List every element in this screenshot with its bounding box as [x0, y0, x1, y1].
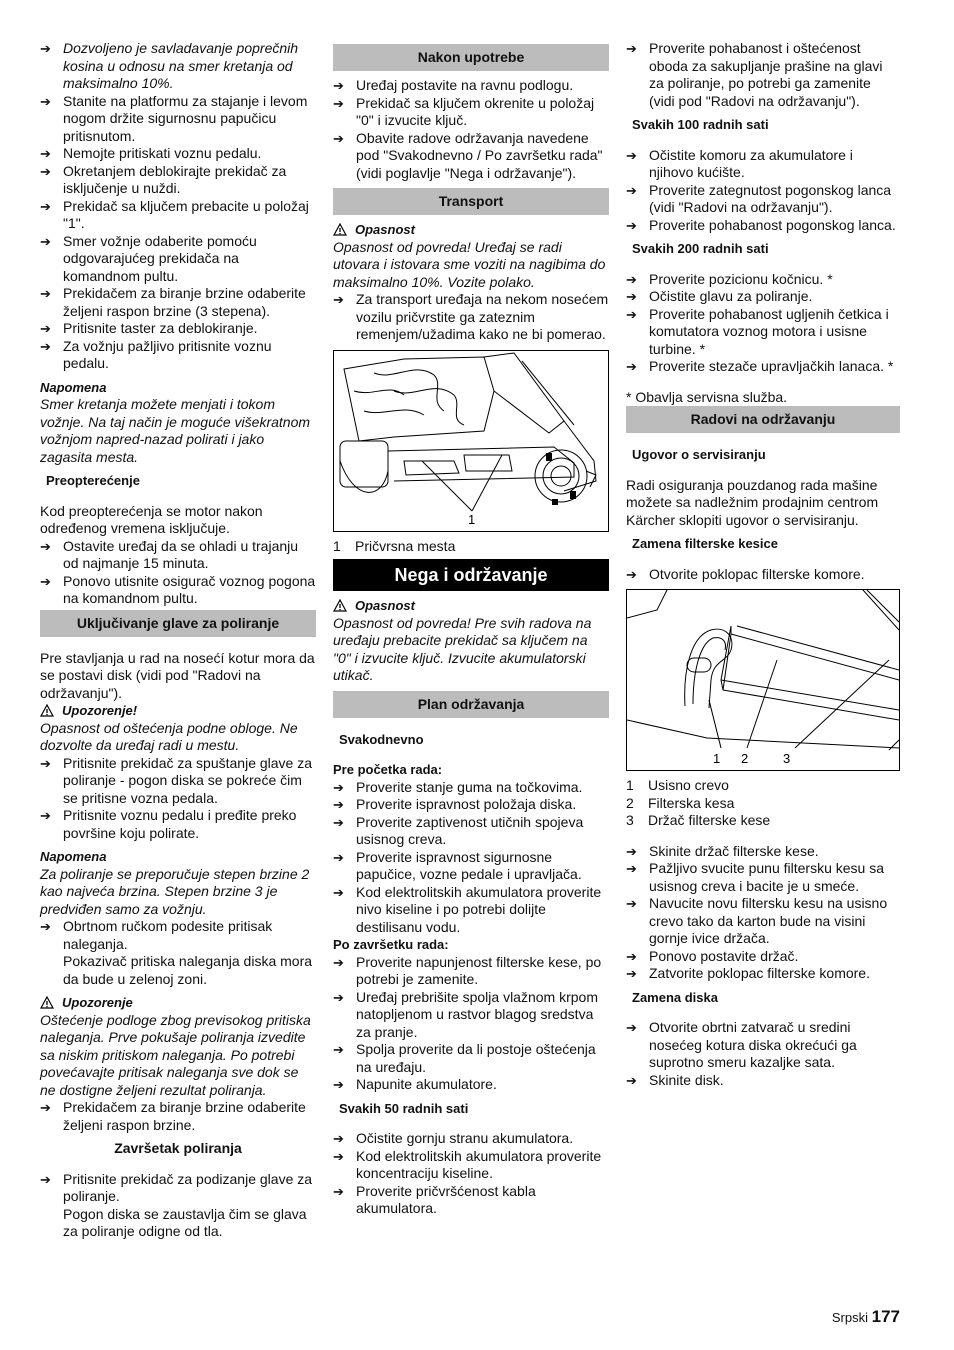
arrow-icon: ➔ [626, 861, 637, 876]
arrow-icon: ➔ [333, 1148, 344, 1164]
machine-transport-illustration [333, 350, 609, 532]
after-work-list [333, 954, 609, 1094]
figure-legend-item: 3 Držač filterske kese [626, 812, 771, 828]
arrow-icon: ➔ [626, 182, 637, 198]
arrow-icon: ➔ [333, 954, 344, 970]
arrow-icon: ➔ [40, 1171, 51, 1187]
polish-intro: Pre stavljanja u rad na nosećí kotur mora da se postavi disk (vidi pod "Radovi na održavanju"). [40, 649, 315, 701]
list-item: ➔ Pažljivo svucite punu filtersku kesu sa usisnog creva i bacite je u smeće. [626, 860, 884, 894]
list-item: ➔ Kod elektrolitskih akumulatora proverite koncentraciju kiseline. [333, 1147, 602, 1181]
list-item: ➔ Zatvorite poklopac filterske komore. [626, 965, 870, 981]
list-item: ➔ Napunite akumulatore. [333, 1076, 497, 1092]
list-item: ➔ Očistite komoru za akumulatore i njihovo kućište. [626, 146, 853, 180]
disk-heading: Zamena diska [632, 989, 718, 1005]
arrow-icon: ➔ [40, 286, 51, 301]
list-item: ➔ Ponovo utisnite osigurač voznog pogona na komandnom pultu. [40, 572, 316, 606]
every-200-hours-list [626, 271, 900, 376]
filter-bag-illustration [626, 589, 900, 771]
arrow-icon: ➔ [626, 566, 637, 582]
list-item: ➔ Proverite pohabanost i oštećenost oboda za sakupljanje prašine na glavi za poliranje, po potrebi ga zamenite (vidi pod "Radovi na održavanju"). [626, 40, 883, 109]
arrow-icon: ➔ [333, 797, 344, 812]
list-item: ➔ Očistite glavu za poliranje. [626, 288, 813, 304]
list-item: ➔ Proverite pohabanost ugljenih četkica i komutatora voznog motora i usisne turbine. * [626, 305, 889, 357]
arrow-icon: ➔ [40, 338, 51, 354]
list-item: ➔ Proverite pozicionu kočnicu. * [626, 270, 833, 287]
arrow-icon: ➔ [626, 147, 637, 163]
overload-text: Kod preopterećenja se motor nakon određenog vremena isključuje. [40, 502, 263, 536]
overload-heading: Preopterećenje [46, 473, 140, 488]
figure-caption: 1 Pričvrsna mesta [333, 537, 456, 554]
disk-list [626, 1019, 900, 1089]
arrow-icon: ➔ [40, 321, 51, 336]
list-item: ➔ Okretanjem deblokirajte prekidač za isključenje u nuždi. [40, 162, 287, 196]
note-title: Napomena [40, 849, 107, 864]
list-item: ➔ Prekidač sa ključem okrenite u položaj "0" i izvucite ključ. [333, 94, 595, 128]
figure-callout: 2 [741, 751, 749, 766]
arrow-icon: ➔ [626, 217, 637, 233]
list-item: ➔ Skinite disk. [626, 1071, 724, 1088]
section-heading-after-use: Nakon upotrebe [333, 44, 609, 71]
warning-title: Upozorenje! [40, 702, 316, 720]
arrow-icon: ➔ [40, 1100, 51, 1115]
arrow-icon: ➔ [626, 306, 637, 322]
list-item: ➔ Skinite držač filterske kese. [626, 842, 819, 859]
arrow-icon: ➔ [626, 289, 637, 304]
list-item: ➔ Proverite stanje guma na točkovima. [333, 778, 583, 795]
arrow-icon: ➔ [626, 1072, 637, 1088]
list-item: ➔ Nemojte pritiskati voznu pedalu. [40, 145, 262, 161]
list-item: ➔ Pritisnite prekidač za podizanje glave za poliranje. [40, 1170, 313, 1204]
list-item: ➔ Pritisnite prekidač za spuštanje glave za poliranje - pogon diska se pokreće čim se pritisne vozna pedala. [40, 754, 313, 806]
filter-bag-heading: Zamena filterske kesice [632, 536, 778, 551]
arrow-icon: ➔ [40, 573, 51, 589]
danger-text: Opasnost od povreda! Uređaj se radi utovara i istovara sme voziti na nagibima do maksimalno 10%. Vozite polako. [333, 238, 606, 290]
warning-triangle-icon [333, 599, 347, 612]
note-text: Za poliranje se preporučuje stepen brzine 2 kao najveća brzina. Stepen brzine 3 je predviđen samo za vožnju. [40, 865, 310, 917]
arrow-icon: ➔ [333, 1077, 344, 1092]
before-work-list [333, 779, 609, 937]
list-item: ➔ Dozvoljeno je savladavanje poprečnih kosina u odnosu na smer kretanja od maksimalno 10%. [40, 40, 299, 91]
every-100-hours-list [626, 147, 900, 235]
column-left [40, 40, 316, 1241]
arrow-icon: ➔ [626, 896, 637, 911]
warning-title: Upozorenje [40, 994, 316, 1012]
arrow-icon: ➔ [333, 849, 344, 865]
list-item: ➔ Proverite ispravnost sigurnosne papučice, vozne pedale i upravljača. [333, 848, 582, 882]
filter-bag-list [626, 843, 900, 983]
arrow-icon: ➔ [333, 989, 344, 1005]
arrow-icon: ➔ [40, 93, 51, 109]
warning-triangle-icon [40, 996, 54, 1009]
arrow-icon: ➔ [626, 41, 637, 56]
every-50-hours-heading: Svakih 50 radnih sati [339, 1100, 469, 1116]
list-item: ➔ Pritisnite taster za deblokiranje. [40, 320, 258, 336]
page-number: 177 [871, 1307, 900, 1326]
warning-text: Opasnost od oštećenja podne obloge. Ne dozvolte da uređaj radi u mestu. [40, 719, 298, 753]
arrow-icon: ➔ [40, 538, 51, 554]
list-item: ➔ Proverite ispravnost položaja diska. [333, 796, 577, 812]
list-item: ➔ Navucite novu filtersku kesu na usisno crevo tako da karton bude na visini gornje ivice držača. [626, 895, 888, 946]
drive-instructions-list [40, 40, 316, 373]
figure-legend-item: 1 Usisno crevo [626, 777, 729, 793]
list-item: ➔ Otvorite poklopac filterske komore. [626, 565, 865, 582]
arrow-icon: ➔ [40, 808, 51, 823]
danger-title: Opasnost [333, 221, 609, 239]
danger-text: Opasnost od povreda! Pre svih radova na uređaju prebacite prekidač sa ključem na "0" i izvucite ključ. Izvucite akumulatorski utikač. [333, 614, 592, 683]
list-item: ➔ Pritisnite voznu pedalu i pređite preko površine koju polirate. [40, 807, 297, 841]
list-item: ➔ Proverite zategnutost pogonskog lanca (vidi "Radovi na održavanju"). [626, 181, 892, 215]
finish-extra: Pogon diska se zaustavlja čim se glava za poliranje odigne od tla. [63, 1205, 307, 1239]
arrow-icon: ➔ [40, 233, 51, 249]
arrow-icon: ➔ [40, 755, 51, 771]
footer-language: Srpski [831, 1310, 868, 1325]
arrow-icon: ➔ [333, 130, 344, 146]
figure-callout: 1 [468, 511, 476, 527]
list-item: ➔ Otvorite obrtni zatvarač u sredini nosećeg kotura diska okrećući ga suprotno smeru kazaljke sata. [626, 1019, 857, 1070]
section-heading-polishing: Uključivanje glave za poliranje [40, 610, 316, 637]
list-item: ➔ Uređaj prebrišite spolja vlažnom krpom natopljenom u rastvor blagog sredstva za pranje. [333, 988, 598, 1040]
arrow-icon: ➔ [333, 95, 344, 111]
list-item: ➔ Očistite gornju stranu akumulatora. [333, 1130, 574, 1146]
before-work-heading: Pre početka rada: [333, 762, 443, 777]
arrow-icon: ➔ [626, 271, 637, 287]
arrow-icon: ➔ [626, 359, 637, 374]
arrow-icon: ➔ [40, 41, 51, 56]
arrow-icon: ➔ [40, 919, 51, 934]
list-item: ➔ Ponovo postavite držač. [626, 947, 799, 964]
note-title: Napomena [40, 379, 107, 395]
warning-text: Oštećenje podloge zbog previsokog pritiska naleganja. Prve pokušaje poliranja izvedite sa niskim pritiskom naleganja. Po potrebi povećavajte pritisak naleganja sve dok se ne dostigne željeni rezultat poliranja. [40, 1011, 311, 1098]
list-item: ➔ Za vožnju pažljivo pritisnite voznu pedalu. [40, 337, 272, 371]
section-heading-plan: Plan održavanja [333, 691, 609, 718]
finish-heading: Završetak poliranja [114, 1140, 242, 1156]
danger-title: Opasnost [333, 597, 609, 615]
pressure-extra: Pokazivač pritiska naleganja diska mora da bude u zelenoj zoni. [63, 953, 313, 987]
arrow-icon: ➔ [333, 1183, 344, 1199]
list-item: ➔ Stanite na platformu za stajanje i levom nogom držite sigurnosnu papučicu pritisnutom. [40, 92, 308, 144]
list-item: ➔ Prekidač sa ključem prebacite u položaj "1". [40, 197, 309, 231]
figure-legend-item: 2 Filterska kesa [626, 794, 735, 811]
list-item: ➔ Uređaj postavite na ravnu podlogu. [333, 77, 574, 93]
list-item: ➔ Proverite pričvršćenost kabla akumulatora. [333, 1182, 536, 1216]
arrow-icon: ➔ [333, 779, 344, 795]
list-item: ➔ Prekidačem za biranje brzine odaberite željeni raspon brzine (3 stepena). [40, 285, 306, 319]
after-work-heading: Po završetku rada: [333, 937, 449, 952]
section-heading-transport: Transport [333, 188, 609, 215]
arrow-icon: ➔ [40, 146, 51, 161]
figure-callout: 3 [783, 751, 791, 766]
list-item: ➔ Smer vožnje odaberite pomoću odgovarajućeg prekidača na komandnom pultu. [40, 232, 257, 284]
arrow-icon: ➔ [626, 843, 637, 859]
list-item: ➔ Prekidačem za biranje brzine odaberite željeni raspon brzine. [40, 1099, 306, 1133]
list-item: ➔ Obavite radove održavanja navedene pod "Svakodnevno / Po završetku rada" (vidi poglavlje "Nega i održavanje"). [333, 129, 603, 181]
arrow-icon: ➔ [626, 948, 637, 964]
arrow-icon: ➔ [333, 78, 344, 93]
section-heading-maintenance: Radovi na održavanju [626, 406, 900, 433]
arrow-icon: ➔ [626, 1020, 637, 1035]
every-100-hours-heading: Svakih 100 radnih sati [632, 117, 769, 132]
list-item: ➔ Obrtnom ručkom podesite pritisak naleganja. [40, 918, 273, 952]
arrow-icon: ➔ [626, 966, 637, 981]
list-item: ➔ Proverite pohabanost pogonskog lanca. [626, 216, 896, 233]
arrow-icon: ➔ [40, 163, 51, 179]
daily-heading: Svakodnevno [339, 731, 424, 747]
filter-drawing [627, 590, 899, 770]
figure-callout: 1 [713, 751, 721, 766]
arrow-icon: ➔ [40, 198, 51, 214]
every-50-hours-list [333, 1130, 609, 1218]
list-item: ➔ Za transport uređaja na nekom nosećem vozilu pričvrstite ga zateznim remenjem/užadima kako ne bi pomerao. [333, 291, 609, 342]
list-item: ➔ Kod elektrolitskih akumulatora proverite nivo kiseline i po potrebi dolijte destilisanu vodu. [333, 883, 602, 935]
column-right [626, 40, 900, 1089]
machine-drawing [334, 351, 608, 531]
chapter-heading-care: Nega i održavanje [333, 559, 609, 591]
list-item: ➔ Proverite zaptivenost utičnih spojeva usisnog creva. [333, 813, 584, 847]
list-item: ➔ Ostavite uređaj da se ohladi u trajanju od najmanje 15 minuta. [40, 537, 299, 571]
arrow-icon: ➔ [333, 1131, 344, 1146]
list-item: ➔ Proverite stezače upravljačkih lanaca. * [626, 358, 894, 374]
arrow-icon: ➔ [333, 292, 344, 307]
note-text: Smer kretanja možete menjati i tokom vožnje. Na taj način je moguće višekratnom vožnjom napred-nazad polirati i jako zagasita mesta. [40, 396, 311, 465]
page-footer [832, 1308, 900, 1327]
column-middle [333, 40, 609, 1218]
arrow-icon: ➔ [333, 1042, 344, 1057]
warning-triangle-icon [333, 223, 347, 236]
warning-triangle-icon [40, 704, 54, 717]
arrow-icon: ➔ [333, 814, 344, 830]
service-note: * Obavlja servisna služba. [626, 388, 788, 405]
every-200-hours-heading: Svakih 200 radnih sati [632, 241, 769, 256]
service-contract-text: Radi osiguranja pouzdanog rada mašine možete sa nadležnim prodajnim centrom Kärcher sklopiti ugovor o servisiranju. [626, 476, 879, 528]
list-item: ➔ Spolja proverite da li postoje oštećenja na uređaju. [333, 1041, 596, 1075]
list-item: ➔ Proverite napunjenost filterske kese, po potrebi je zamenite. [333, 953, 602, 987]
service-contract-heading: Ugovor o servisiranju [632, 447, 766, 462]
arrow-icon: ➔ [333, 884, 344, 900]
